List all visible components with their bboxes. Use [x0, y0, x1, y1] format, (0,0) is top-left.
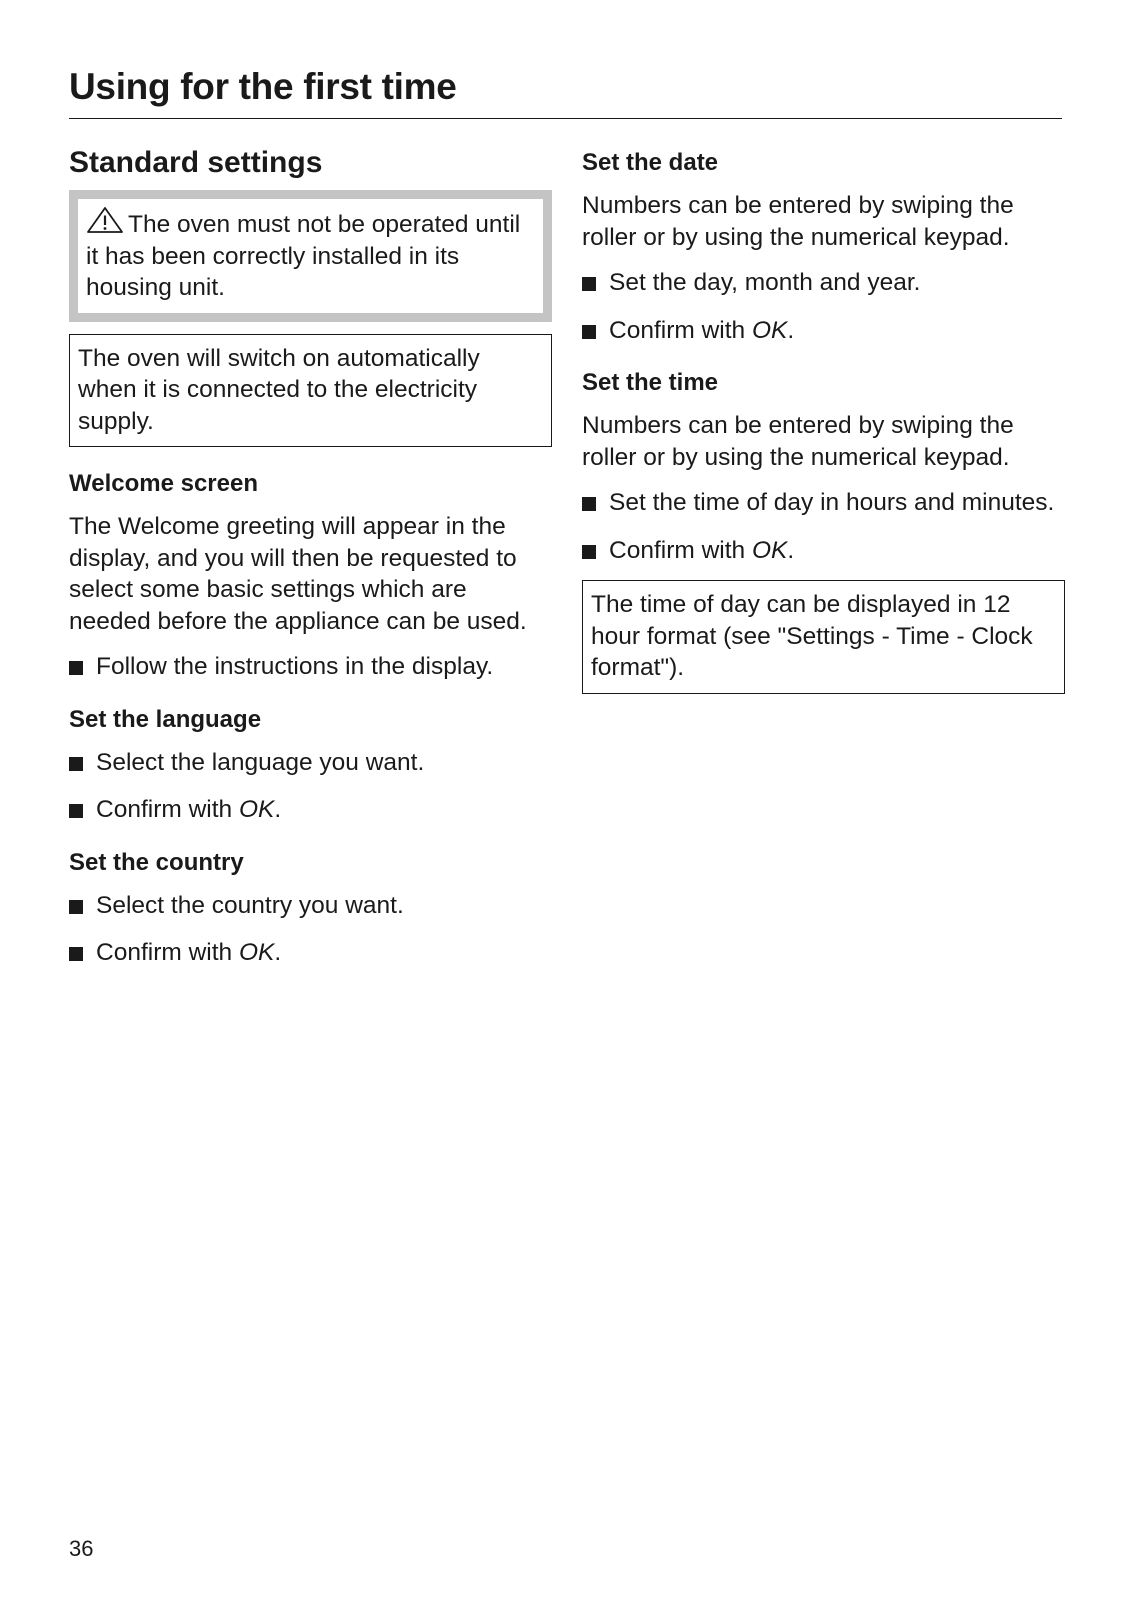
bullet-text: Set the time of day in hours and minutes.: [609, 489, 1055, 516]
warning-box: [69, 190, 552, 322]
confirm-prefix: Confirm with: [609, 536, 752, 564]
square-bullet-icon: [582, 325, 596, 339]
page-number: 36: [69, 1536, 94, 1561]
square-bullet-icon: [69, 947, 83, 961]
note-box-power: The oven will switch on automatically when it is connected to the electricity supply.: [69, 334, 552, 448]
confirm-suffix: .: [274, 796, 282, 823]
list-item: [582, 315, 1065, 347]
list-item: [69, 890, 552, 922]
warning-text: The oven must not be operated until it has been correctly installed in its housing unit.: [86, 211, 521, 301]
heading-set-language: Set the language: [69, 705, 262, 733]
heading-set-time: Set the time: [582, 369, 719, 396]
confirm-suffix: .: [274, 939, 282, 966]
ok-key-label: OK: [751, 536, 788, 564]
confirm-prefix: Confirm with: [96, 939, 239, 966]
confirm-suffix: .: [787, 316, 795, 344]
date-text: Numbers can be entered by swiping the roller or by using the numerical keypad.: [582, 192, 1014, 251]
ok-key-label: OK: [238, 796, 275, 823]
square-bullet-icon: [69, 804, 83, 818]
list-item: [582, 535, 1065, 567]
time-text: Numbers can be entered by swiping the roller or by using the numerical keypad.: [582, 412, 1014, 471]
right-column: [582, 148, 1065, 694]
title-divider: [69, 118, 1062, 119]
list-item: [69, 651, 552, 683]
warning-triangle-icon: [86, 206, 124, 234]
square-bullet-icon: [69, 900, 83, 914]
bullet-text: Select the language you want.: [96, 748, 425, 776]
square-bullet-icon: [69, 757, 83, 771]
heading-set-date: Set the date: [582, 149, 719, 176]
confirm-prefix: Confirm with: [96, 796, 239, 823]
bullet-text: Follow the instructions in the display.: [96, 653, 494, 680]
section-title-standard-settings: Standard settings: [69, 146, 323, 179]
list-item: [69, 937, 552, 969]
bullet-text: Set the day, month and year.: [609, 269, 921, 296]
list-item: [69, 747, 552, 779]
square-bullet-icon: [69, 661, 83, 675]
ok-key-label: OK: [751, 316, 788, 344]
welcome-text: The Welcome greeting will appear in the display, and you will then be requested to select some basic settings which are needed before the appliance can be used.: [69, 513, 527, 635]
square-bullet-icon: [582, 545, 596, 559]
heading-set-country: Set the country: [69, 848, 244, 876]
square-bullet-icon: [582, 497, 596, 511]
confirm-suffix: .: [787, 536, 795, 564]
ok-key-label: OK: [238, 939, 275, 966]
page-title: Using for the first time: [69, 66, 457, 107]
bullet-text: Select the country you want.: [96, 891, 404, 919]
confirm-prefix: Confirm with: [609, 316, 752, 344]
list-item: [69, 794, 552, 826]
list-item: [582, 487, 1065, 519]
square-bullet-icon: [582, 277, 596, 291]
note-box-clock-format: The time of day can be displayed in 12 hour format (see "Settings - Time - Clock format").: [582, 580, 1065, 694]
left-column: [69, 146, 552, 969]
heading-welcome-screen: Welcome screen: [69, 470, 258, 497]
list-item: [582, 267, 1065, 299]
